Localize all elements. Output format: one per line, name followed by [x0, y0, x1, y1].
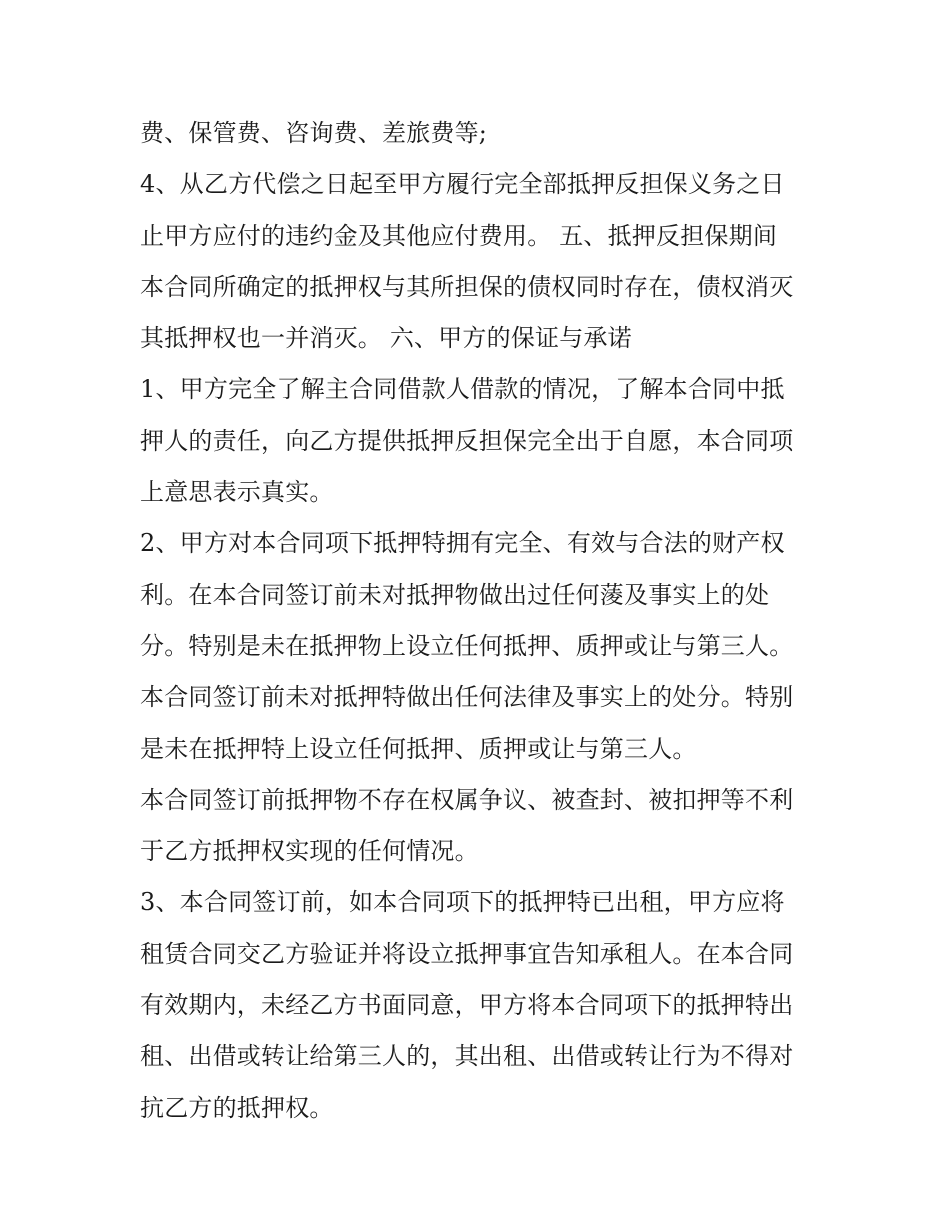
- text-line: 抗乙方的抵押权。: [140, 1093, 334, 1122]
- text-line: 本合同签订前未对抵押特做出任何法律及事实上的处分。特别: [140, 683, 794, 712]
- text-line: 3、本合同签订前，如本合同项下的抵押特已出租，甲方应将: [140, 888, 785, 917]
- text-line: 是未在抵押特上设立任何抵押、质押或让与第三人。: [140, 734, 697, 763]
- text-line: 2、甲方对本合同项下抵押特拥有完全、有效与合法的财产权: [140, 529, 785, 558]
- text-line: 有效期内，未经乙方书面同意，甲方将本合同项下的抵押特出: [140, 991, 794, 1020]
- text-line: 费、保管费、咨询费、差旅费等;: [140, 119, 488, 147]
- document-body: [140, 108, 820, 1134]
- text-line: 租、出借或转让给第三人的，其出租、出借或转让行为不得对: [140, 1042, 794, 1071]
- text-line: 本合同所确定的抵押权与其所担保的债权同时存在，债权消灭: [140, 272, 794, 301]
- text-line: 租赁合同交乙方验证并将设立抵押事宜告知承租人。在本合同: [140, 939, 794, 968]
- text-line: 上意思表示真实。: [140, 478, 334, 507]
- text-line: 止甲方应付的违约金及其他应付费用。 五、抵押反担保期间: [140, 221, 778, 250]
- text-line: 利。在本合同签订前未对抵押物做出过任何蔆及事实上的处: [140, 580, 770, 609]
- text-line: 分。特别是未在抵押物上设立任何抵押、质押或让与第三人。: [140, 631, 794, 660]
- text-line: 押人的责任，向乙方提供抵押反担保完全出于自愿，本合同项: [140, 426, 794, 455]
- text-line: 其抵押权也一并消灭。 六、甲方的保证与承诺: [140, 324, 632, 353]
- text-line: 4、从乙方代偿之日起至甲方履行完全部抵押反担保义务之日: [140, 170, 785, 199]
- text-line: 1、甲方完全了解主合同借款人借款的情况，了解本合同中抵: [140, 375, 785, 404]
- text-line: 本合同签订前抵押物不存在权属争议、被查封、被扣押等不利: [140, 785, 794, 814]
- text-line: 于乙方抵押权实现的任何情况。: [140, 837, 479, 866]
